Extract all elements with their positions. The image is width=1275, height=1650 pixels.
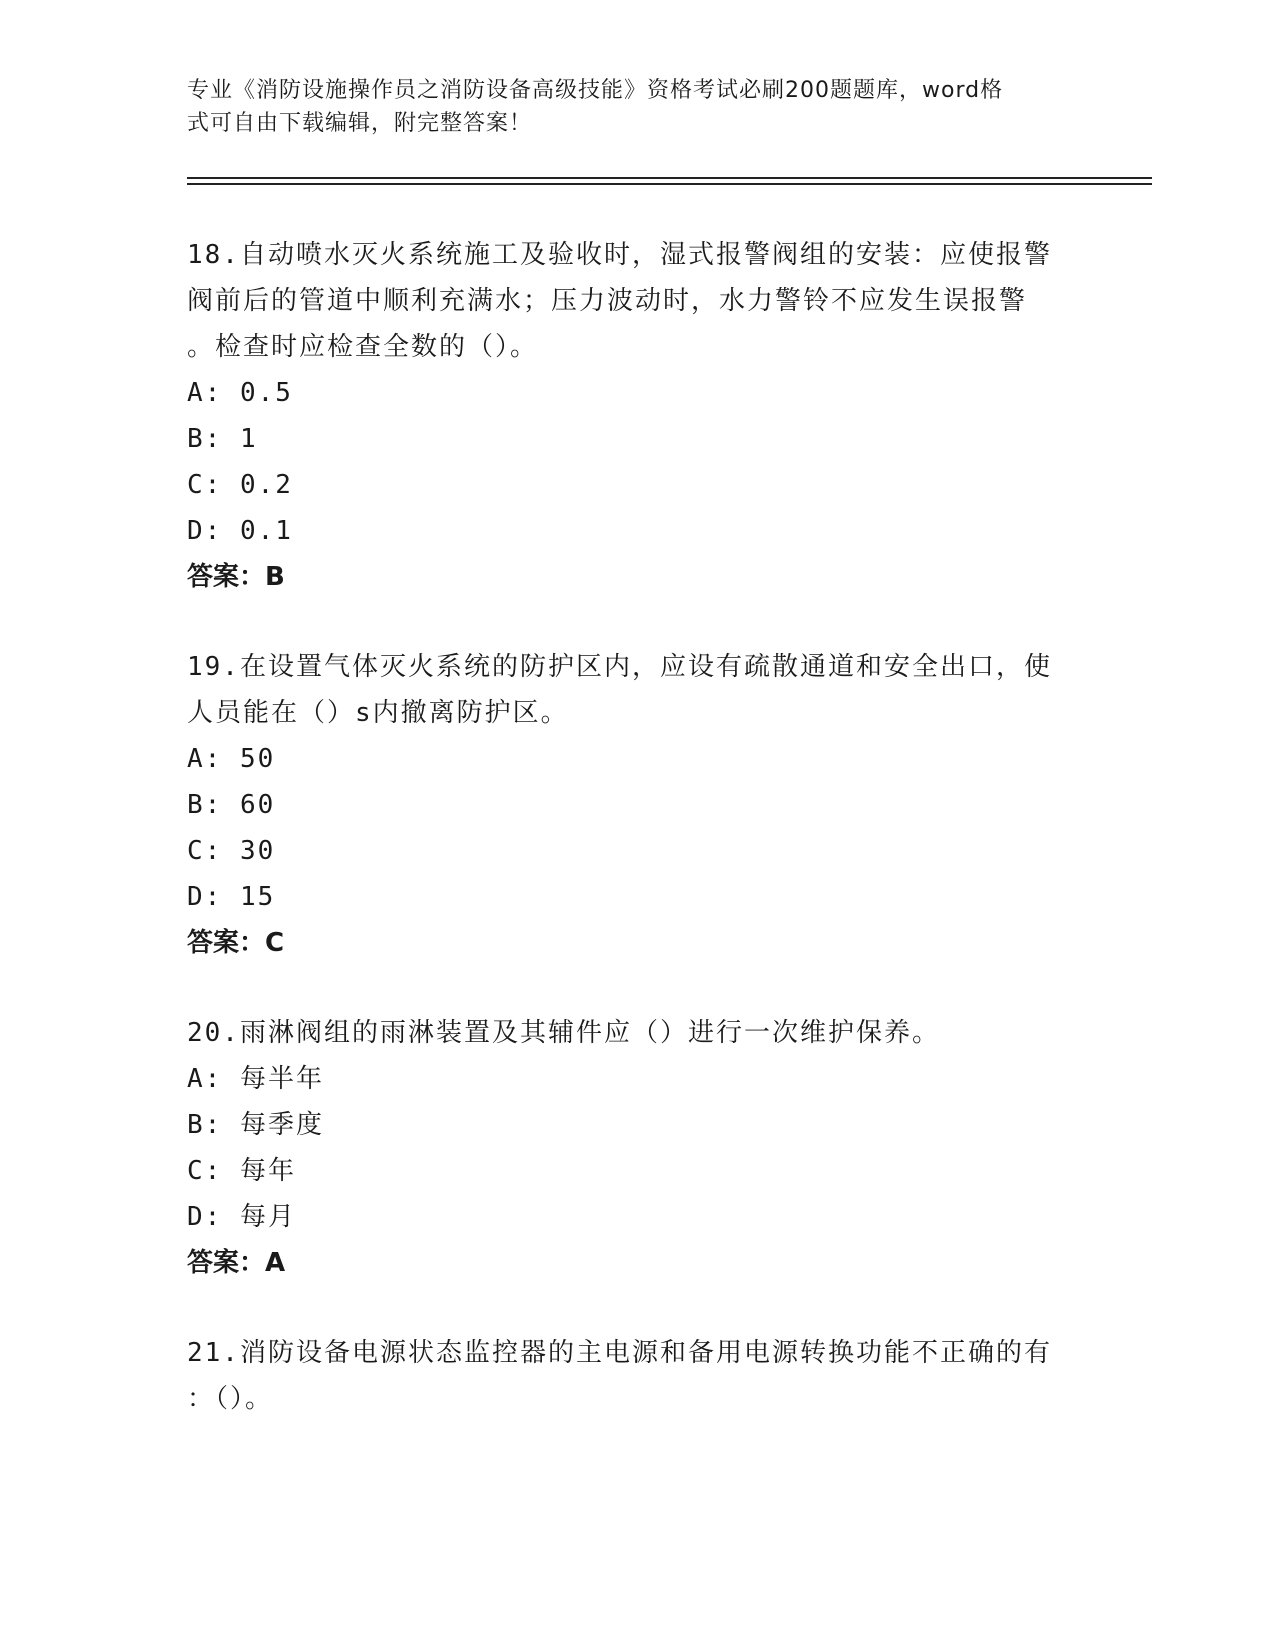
question-list <box>187 232 1087 1466</box>
document-header <box>187 74 1067 140</box>
header-line-1: 专业《消防设施操作员之消防设备高级技能》资格考试必刷200题题库，word格 <box>187 78 1004 103</box>
option-a: A: 每半年 <box>187 1064 324 1094</box>
answer: 答案：C <box>187 928 285 958</box>
option-b: B: 每季度 <box>187 1110 324 1140</box>
question-19 <box>187 644 1087 966</box>
option-c: C: 30 <box>187 836 276 866</box>
option-b: B: 60 <box>187 790 276 820</box>
question-line: 阀前后的管道中顺利充满水；压力波动时，水力警铃不应发生误报警 <box>187 286 1028 316</box>
question-18 <box>187 232 1087 600</box>
option-c: C: 0.2 <box>187 470 293 500</box>
answer: 答案：B <box>187 562 285 592</box>
option-d: D: 0.1 <box>187 516 293 546</box>
header-divider-top <box>187 177 1152 179</box>
option-d: D: 每月 <box>187 1202 296 1232</box>
question-line: 。检查时应检查全数的（）。 <box>187 332 539 362</box>
option-c: C: 每年 <box>187 1156 296 1186</box>
header-line-2: 式可自由下载编辑，附完整答案！ <box>187 111 533 136</box>
question-line: 21.消防设备电源状态监控器的主电源和备用电源转换功能不正确的有 <box>187 1338 1052 1368</box>
question-20 <box>187 1010 1087 1286</box>
question-line: 18.自动喷水灭火系统施工及验收时，湿式报警阀组的安装：应使报警 <box>187 240 1052 270</box>
question-line: 人员能在（）s内撤离防护区。 <box>187 698 569 728</box>
question-line: 20.雨淋阀组的雨淋装置及其辅件应（）进行一次维护保养。 <box>187 1018 940 1048</box>
option-b: B: 1 <box>187 424 258 454</box>
question-line: 19.在设置气体灭火系统的防护区内，应设有疏散通道和安全出口，使 <box>187 652 1052 682</box>
option-d: D: 15 <box>187 882 276 912</box>
answer: 答案：A <box>187 1248 286 1278</box>
option-a: A: 50 <box>187 744 276 774</box>
option-a: A: 0.5 <box>187 378 293 408</box>
question-21 <box>187 1330 1087 1422</box>
question-line: ：（）。 <box>187 1384 274 1414</box>
header-divider-bottom <box>187 183 1152 185</box>
